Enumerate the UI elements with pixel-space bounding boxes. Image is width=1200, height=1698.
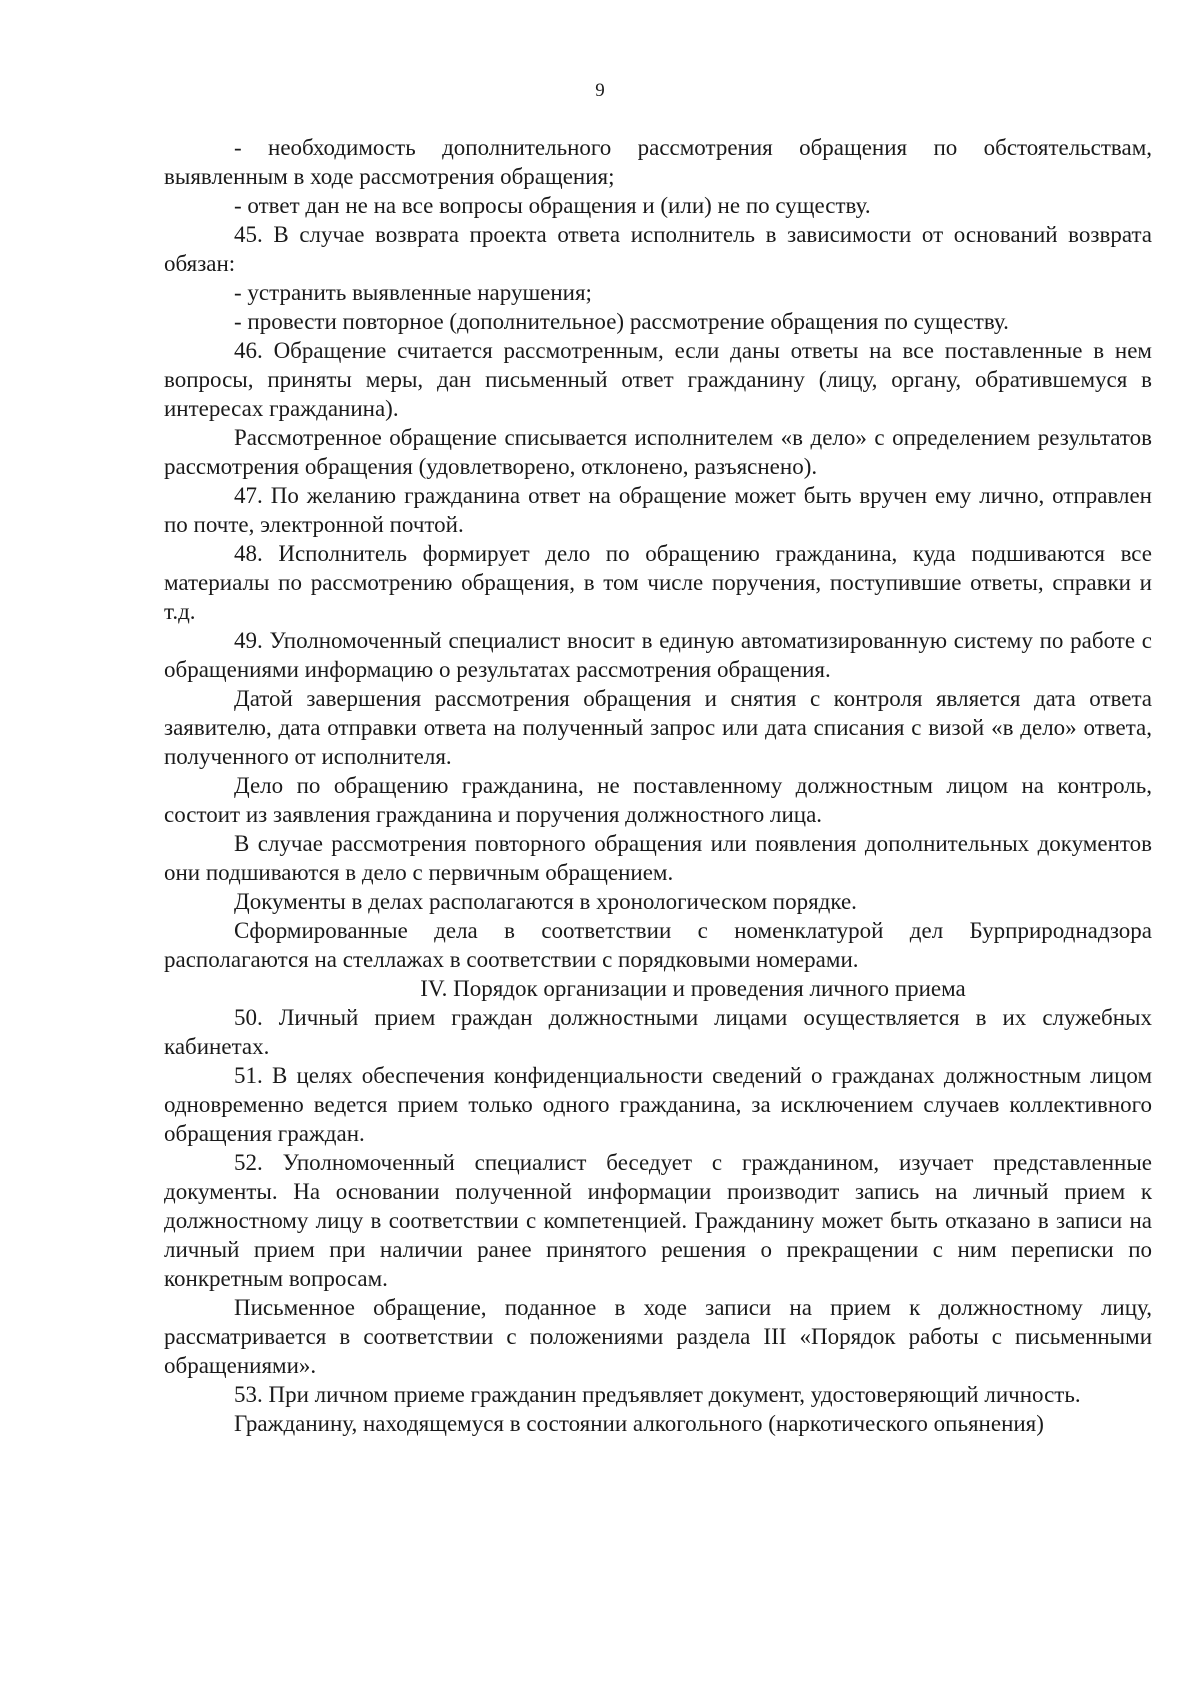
paragraph: 50. Личный прием граждан должностными лицами осуществляется в их служебных кабинетах. xyxy=(164,1005,1152,1059)
paragraph: 47. По желанию гражданина ответ на обращение может быть вручен ему лично, отправлен по почте, электронной почтой. xyxy=(164,483,1152,537)
paragraph: - необходимость дополнительного рассмотрения обращения по обстоятельствам, выявленным в ходе рассмотрения обращения; xyxy=(164,135,1152,189)
paragraph: 48. Исполнитель формирует дело по обращению гражданина, куда подшиваются все материалы по рассмотрению обращения, в том числе поручения, поступившие ответы, справки и т.д. xyxy=(164,541,1152,624)
paragraph: В случае рассмотрения повторного обращения или появления дополнительных документов они подшиваются в дело с первичным обращением. xyxy=(164,831,1152,885)
paragraph: Письменное обращение, поданное в ходе записи на прием к должностному лицу, рассматривается в соответствии с положениями раздела III «Порядок работы с письменными обращениями». xyxy=(164,1295,1152,1378)
page-number: 9 xyxy=(595,80,605,101)
paragraph: Дело по обращению гражданина, не поставленному должностным лицом на контроль, состоит из заявления гражданина и поручения должностного лица. xyxy=(164,773,1152,827)
paragraph: 45. В случае возврата проекта ответа исполнитель в зависимости от оснований возврата обязан: xyxy=(164,222,1152,276)
document-body xyxy=(164,133,1152,1438)
paragraph: Рассмотренное обращение списывается исполнителем «в дело» с определением результатов рассмотрения обращения (удовлетворено, отклонено, разъяснено). xyxy=(164,425,1152,479)
paragraph: Документы в делах располагаются в хронологическом порядке. xyxy=(234,889,857,914)
paragraph: 46. Обращение считается рассмотренным, если даны ответы на все поставленные в нем вопросы, приняты меры, дан письменный ответ гражданину (лицу, органу, обратившемуся в интересах гражданина). xyxy=(164,338,1152,421)
paragraph: Гражданину, находящемуся в состоянии алкогольного (наркотического опьянения) xyxy=(234,1411,1044,1436)
paragraph: 53. При личном приеме гражданин предъявляет документ, удостоверяющий личность. xyxy=(234,1382,1081,1407)
paragraph: Датой завершения рассмотрения обращения и снятия с контроля является дата ответа заявителю, дата отправки ответа на полученный запрос или дата списания с визой «в дело» ответа, полученного от исполнителя. xyxy=(164,686,1152,769)
paragraph: 51. В целях обеспечения конфиденциальности сведений о гражданах должностным лицом одновременно ведется прием только одного гражданина, за исключением случаев коллективного обращения граждан. xyxy=(164,1063,1152,1146)
paragraph: - провести повторное (дополнительное) рассмотрение обращения по существу. xyxy=(234,309,1009,334)
paragraph: Сформированные дела в соответствии с номенклатурой дел Бурприроднадзора располагаются на стеллажах в соответствии с порядковыми номерами. xyxy=(164,918,1152,972)
paragraph: - устранить выявленные нарушения; xyxy=(234,280,592,305)
paragraph: - ответ дан не на все вопросы обращения и (или) не по существу. xyxy=(234,193,871,218)
section-heading: IV. Порядок организации и проведения личного приема xyxy=(420,976,966,1001)
paragraph: 52. Уполномоченный специалист беседует с гражданином, изучает представленные документы. На основании полученной информации производит запись на личный прием к должностному лицу в соответствии с компетенцией. Гражданину может быть отказано в записи на личный прием при наличии ранее принятого решения о прекращении с ним переписки по конкретным вопросам. xyxy=(164,1150,1152,1291)
paragraph: 49. Уполномоченный специалист вносит в единую автоматизированную систему по работе с обращениями информацию о результатах рассмотрения обращения. xyxy=(164,628,1152,682)
